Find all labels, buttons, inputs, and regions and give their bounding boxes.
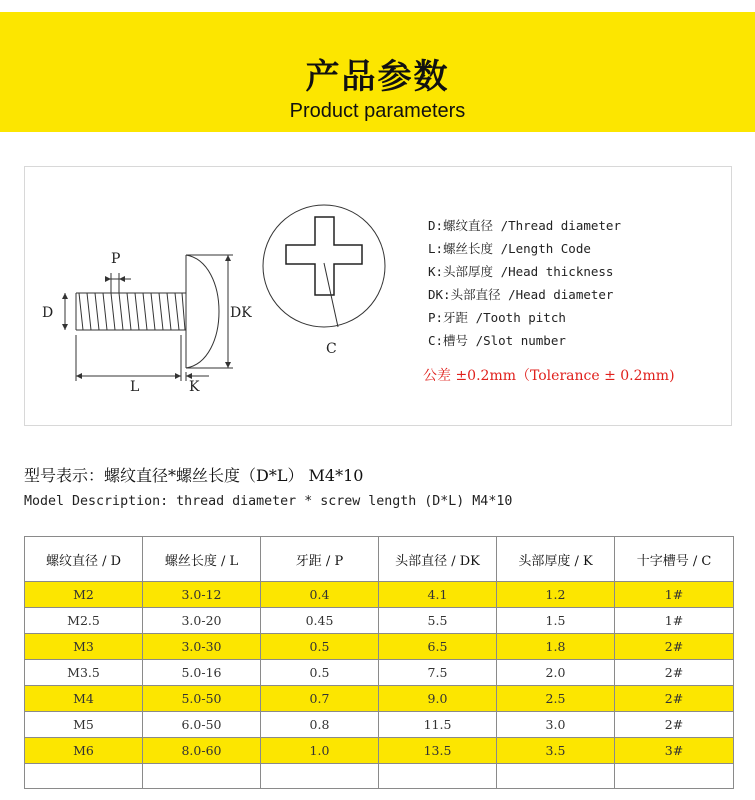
head-top-circle [263, 205, 385, 327]
cell-k: 2.0 [497, 660, 615, 686]
model-description-en: Model Description: thread diameter * screw length (D*L) M4*10 [24, 494, 513, 509]
header-head-diameter: 头部直径 / DK [379, 537, 497, 582]
label-k: K [189, 379, 200, 395]
cell-d: M4 [25, 686, 143, 712]
cell-l: 3.0-30 [143, 634, 261, 660]
table-row [25, 608, 734, 634]
cell-c: 2# [615, 634, 734, 660]
cell-p: 0.5 [261, 634, 379, 660]
table-row [25, 712, 734, 738]
dimension-legend [428, 214, 621, 352]
label-l: L [130, 379, 140, 395]
cell-p: 0.45 [261, 608, 379, 634]
table-row [25, 660, 734, 686]
spec-table [24, 536, 734, 789]
cell-d: M3 [25, 634, 143, 660]
cell-d: M6 [25, 738, 143, 764]
cell-dk: 7.5 [379, 660, 497, 686]
header-screw-length: 螺丝长度 / L [143, 537, 261, 582]
header-head-thickness: 头部厚度 / K [497, 537, 615, 582]
label-d: D [42, 305, 54, 321]
cell-l: 3.0-20 [143, 608, 261, 634]
cell-k: 1.2 [497, 582, 615, 608]
cell-k: 3.0 [497, 712, 615, 738]
cell-c: 1# [615, 582, 734, 608]
cell-d: M2 [25, 582, 143, 608]
legend-item-l: L:螺丝长度 /Length Code [428, 241, 591, 256]
cell-d: M5 [25, 712, 143, 738]
table-row [25, 582, 734, 608]
screw-drawing [25, 167, 731, 425]
table-row [25, 634, 734, 660]
cell-dk: 6.5 [379, 634, 497, 660]
cell-k: 1.5 [497, 608, 615, 634]
header-thread-diameter: 螺纹直径 / D [25, 537, 143, 582]
cell-p: 0.7 [261, 686, 379, 712]
head-dome [186, 255, 219, 368]
label-dk: DK [230, 305, 252, 321]
cell-d: M2.5 [25, 608, 143, 634]
cell-k: 3.5 [497, 738, 615, 764]
cell-l: 5.0-50 [143, 686, 261, 712]
table-row [25, 738, 734, 764]
cell-c: 1# [615, 608, 734, 634]
legend-item-c: C:槽号 /Slot number [428, 333, 566, 348]
label-p: P [111, 251, 121, 267]
table-header-row [25, 537, 734, 582]
header-banner [0, 12, 755, 132]
cell-k: 2.5 [497, 686, 615, 712]
table-row-empty [25, 764, 734, 789]
cell-d: M3.5 [25, 660, 143, 686]
legend-item-dk: DK:头部直径 /Head diameter [428, 287, 614, 302]
cell-l: 6.0-50 [143, 712, 261, 738]
cell-l: 5.0-16 [143, 660, 261, 686]
page-subtitle: Product parameters [289, 100, 466, 122]
table-row [25, 686, 734, 712]
cell-p: 0.5 [261, 660, 379, 686]
screw-diagram-panel [24, 166, 732, 426]
cell-dk: 9.0 [379, 686, 497, 712]
thread-lines [79, 293, 185, 330]
model-description-cn: 型号表示：螺纹直径*螺丝长度（D*L） M4*10 [24, 466, 364, 485]
label-c: C [326, 341, 337, 357]
cell-k: 1.8 [497, 634, 615, 660]
cell-c: 2# [615, 712, 734, 738]
page-title: 产品参数 [305, 57, 450, 97]
header-slot-number: 十字槽号 / C [615, 537, 734, 582]
cell-p: 1.0 [261, 738, 379, 764]
header-pitch: 牙距 / P [261, 537, 379, 582]
cell-dk: 5.5 [379, 608, 497, 634]
cell-dk: 13.5 [379, 738, 497, 764]
cell-c: 3# [615, 738, 734, 764]
cell-dk: 4.1 [379, 582, 497, 608]
cross-recess [286, 217, 362, 295]
cell-c: 2# [615, 686, 734, 712]
tolerance-note: 公差 ±0.2mm（Tolerance ± 0.2mm) [423, 368, 675, 384]
cell-dk: 11.5 [379, 712, 497, 738]
cell-l: 3.0-12 [143, 582, 261, 608]
cell-l: 8.0-60 [143, 738, 261, 764]
cell-p: 0.4 [261, 582, 379, 608]
cell-c: 2# [615, 660, 734, 686]
legend-item-k: K:头部厚度 /Head thickness [428, 264, 614, 279]
legend-item-d: D:螺纹直径 /Thread diameter [428, 218, 621, 233]
cell-p: 0.8 [261, 712, 379, 738]
legend-item-p: P:牙距 /Tooth pitch [428, 310, 566, 325]
